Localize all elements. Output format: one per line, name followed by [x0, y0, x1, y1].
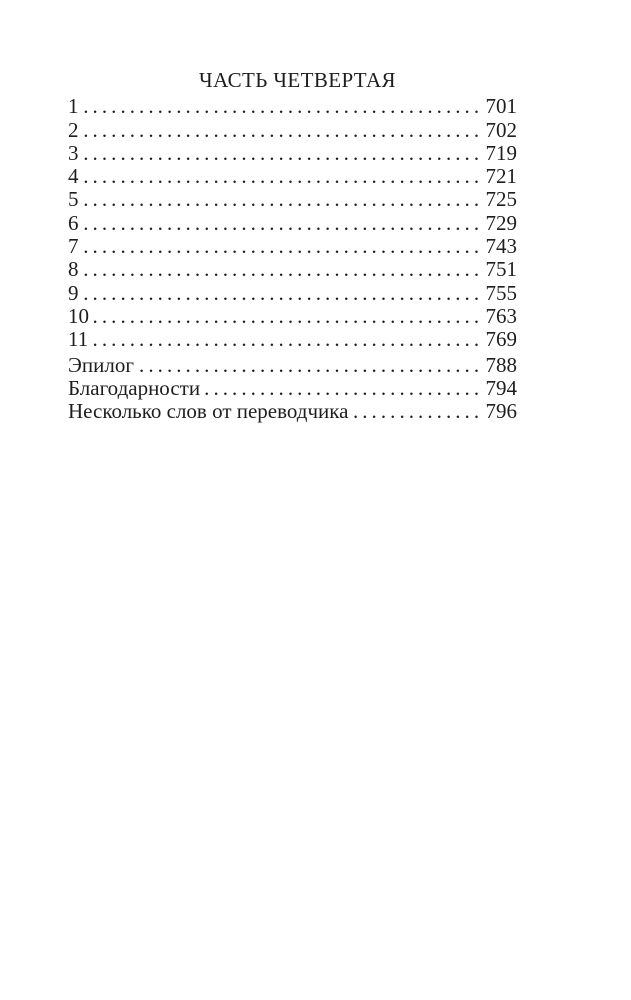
toc-entry-label: 9 — [68, 280, 79, 305]
dot-leader — [79, 142, 479, 165]
toc-entry — [68, 305, 517, 328]
toc-entry — [68, 377, 517, 400]
dot-leader — [134, 354, 479, 377]
dot-leader — [79, 119, 479, 142]
toc-entry-list — [68, 95, 517, 423]
dot-leader — [79, 282, 479, 305]
toc-entry-label: 7 — [68, 234, 79, 259]
toc-entry-page-number: 796 — [485, 399, 517, 424]
dot-leader — [79, 212, 479, 235]
dot-leader — [79, 165, 479, 188]
toc-entry — [68, 400, 517, 423]
dot-leader — [200, 377, 478, 400]
toc-entry-page-number: 755 — [485, 280, 517, 305]
toc-entry — [68, 95, 517, 118]
toc-entry-label: 2 — [68, 117, 79, 142]
part-heading: ЧАСТЬ ЧЕТВЕРТАЯ — [199, 68, 396, 92]
dot-leader — [79, 235, 479, 258]
toc-entry — [68, 282, 517, 305]
toc-entry-page-number: 794 — [485, 375, 517, 400]
toc-entry — [68, 212, 517, 235]
toc-entry-page-number: 721 — [485, 164, 517, 189]
toc-entry — [68, 328, 517, 351]
toc-entry-page-number: 751 — [485, 257, 517, 282]
toc-entry — [68, 188, 517, 211]
toc-entry-page-number: 729 — [485, 210, 517, 235]
toc-entry-label: Несколько слов от переводчика — [68, 399, 349, 424]
toc-entry-label: 3 — [68, 140, 79, 165]
toc-entry-label: 11 — [68, 327, 89, 352]
toc-entry-page-number: 719 — [485, 140, 517, 165]
toc-entry — [68, 142, 517, 165]
toc-entry-page-number: 725 — [485, 187, 517, 212]
toc-entry — [68, 235, 517, 258]
dot-leader — [88, 328, 478, 351]
toc-entry-page-number: 769 — [485, 327, 517, 352]
dot-leader — [79, 95, 479, 118]
toc-entry — [68, 119, 517, 142]
dot-leader — [349, 400, 479, 423]
toc-entry-label: 5 — [68, 187, 79, 212]
table-of-contents — [68, 0, 517, 423]
toc-entry-label: 10 — [68, 303, 89, 328]
toc-entry-page-number: 702 — [485, 117, 517, 142]
toc-entry — [68, 258, 517, 281]
toc-entry-page-number: 763 — [485, 303, 517, 328]
toc-entry — [68, 354, 517, 377]
toc-entry-label: Эпилог — [68, 352, 134, 377]
toc-entry-label: 4 — [68, 164, 79, 189]
toc-entry-label: Благодарности — [68, 375, 201, 400]
dot-leader — [79, 188, 479, 211]
dot-leader — [79, 258, 479, 281]
toc-entry-label: 1 — [68, 94, 79, 119]
toc-entry-page-number: 701 — [485, 94, 517, 119]
toc-entry-label: 8 — [68, 257, 79, 282]
dot-leader — [89, 305, 479, 328]
toc-entry — [68, 165, 517, 188]
toc-entry-page-number: 743 — [485, 234, 517, 259]
toc-entry-label: 6 — [68, 210, 79, 235]
toc-entry-page-number: 788 — [485, 352, 517, 377]
